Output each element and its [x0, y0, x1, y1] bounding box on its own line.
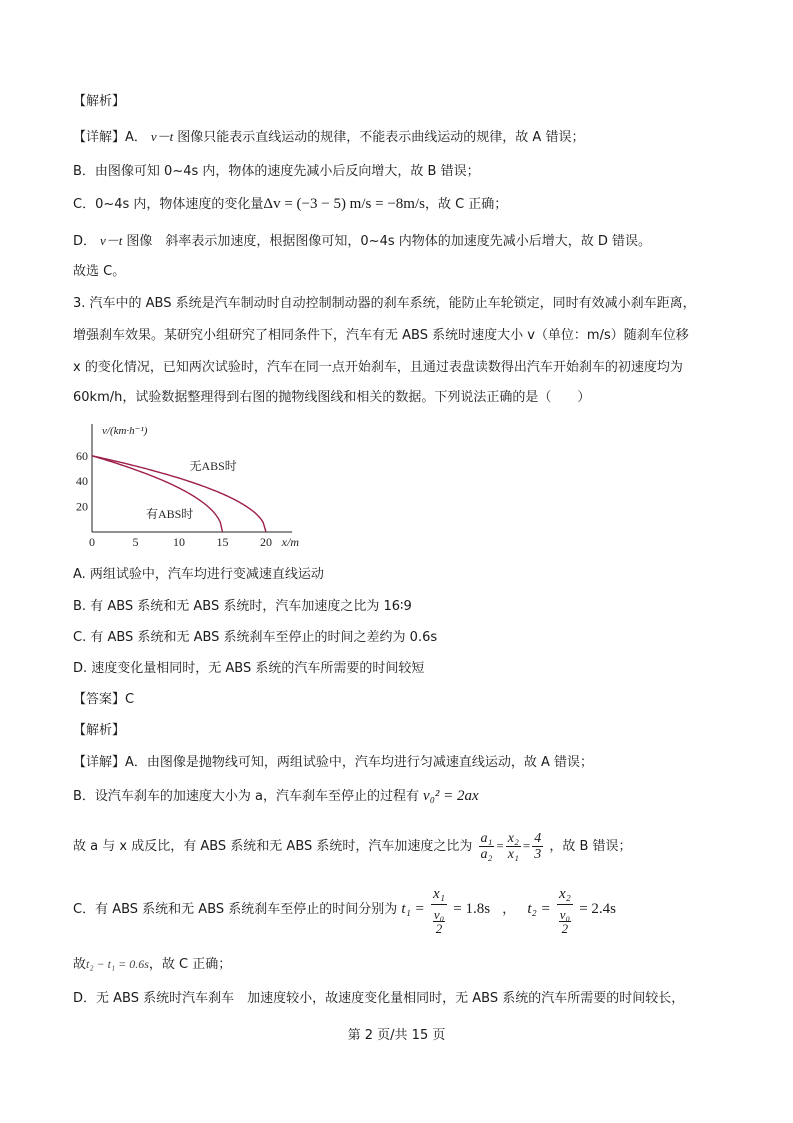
page-footer: 第 2 页/共 15 页 [347, 1028, 446, 1043]
detail-a-line [73, 128, 584, 147]
detail-d-line [73, 232, 651, 251]
frac-den: a₂ [480, 847, 493, 862]
answer-detail-c2 [73, 955, 231, 974]
detail-c-prefix: C．0~4s 内，物体速度的变化量 [73, 197, 264, 212]
detail-c-line [73, 195, 507, 214]
detail-tag: 【详解】A． [73, 130, 147, 145]
detail-d-prefix: D． [73, 234, 97, 249]
time-difference-formula: t₂ − t₁ = 0.6s [86, 957, 149, 971]
analysis-heading: 【解析】 [73, 94, 126, 109]
t2-num: x₂ [557, 884, 573, 905]
series-label-1: 有ABS时 [145, 507, 194, 522]
fraction-a1-a2 [479, 831, 495, 862]
choose-line: 故选 C。 [73, 264, 126, 279]
answer-detail-c [73, 884, 616, 935]
frac-num: a₁ [480, 831, 493, 846]
t1-den [431, 905, 447, 935]
answer-b2-suffix: ，故 B 错误； [549, 839, 632, 854]
two: 2 [435, 921, 443, 936]
t1-rhs: = 1.8s [453, 901, 491, 917]
comma: ， [502, 902, 516, 917]
frac-den: 3 [534, 847, 542, 862]
option-a: A. 两组试验中，汽车均进行变减速直线运动 [73, 567, 324, 582]
detail-c-suffix: ，故 C 正确； [424, 197, 508, 212]
answer-detail-d: D．无 ABS 系统时汽车刹车 加速度较小，故速度变化量相同时，无 ABS 系统的汽车所需要的时间较长， [73, 991, 685, 1006]
option-c: C. 有 ABS 系统和无 ABS 系统刹车至停止的时间之差约为 0.6s [73, 630, 438, 645]
frac-num: 4 [534, 831, 542, 846]
question-line-1: 3. 汽车中的 ABS 系统是汽车制动时自动控制制动器的刹车系统，能防止车轮锁定，同时有效减小刹车距离， [73, 296, 696, 311]
answer-b-prefix: B．设汽车刹车的加速度大小为 a，汽车刹车至停止的过程有 [73, 789, 420, 804]
x-tick-label: 20 [260, 535, 272, 549]
option-b: B. 有 ABS 系统和无 ABS 系统时，汽车加速度之比为 16∶9 [73, 599, 412, 614]
y-tick-label: 20 [76, 499, 88, 514]
answer-c2-suffix: ，故 C 正确； [148, 957, 232, 972]
answer-detail-a: 【详解】A．由图像是抛物线可知，两组试验中，汽车均进行匀减速直线运动，故 A 错误； [73, 755, 594, 770]
v0: v₀ [559, 907, 571, 922]
answer-line: 【答案】C [73, 692, 135, 707]
detail-b-line: B．由图像可知 0~4s 内，物体的速度先减小后反向增大，故 B 错误； [73, 164, 480, 179]
t2-lhs: t₂ = [527, 901, 551, 917]
v0: v₀ [433, 907, 445, 922]
x-axis-label: x/m [281, 535, 299, 549]
x-tick-label: 10 [173, 535, 185, 549]
answer-c-prefix: C．有 ABS 系统和无 ABS 系统刹车至停止的时间分别为 [73, 902, 398, 917]
frac-den: x₁ [507, 847, 519, 862]
question-line-3: x 的变化情况，已知两次试验时，汽车在同一点开始刹车，且通过表盘读数得出汽车开始刹车的初速度均为 [73, 360, 683, 375]
series-label-2: 无ABS时 [189, 458, 237, 473]
t2-rhs: = 2.4s [579, 901, 616, 917]
detail-a-text: 图像只能表示直线运动的规律，不能表示曲线运动的规律，故 A 错误； [177, 130, 585, 145]
answer-analysis-heading: 【解析】 [73, 723, 126, 738]
y-axis-label: v/(km·h⁻¹) [102, 425, 148, 437]
vt-symbol: v－t [100, 233, 123, 248]
question-line-2: 增强刹车效果。某研究小组研究了相同条件下，汽车有无 ABS 系统时速度大小 v（单位：m/s）随刹车位移 [73, 328, 689, 343]
velocity-displacement-chart [70, 418, 330, 554]
v0-squared-formula: v₀² = 2ax [423, 788, 479, 804]
t1-num: x₁ [431, 884, 447, 905]
fraction-x2-x1 [506, 831, 521, 862]
answer-b2-prefix: 故 a 与 x 成反比，有 ABS 系统和无 ABS 系统时，汽车加速度之比为 [73, 839, 473, 854]
x-tick-label: 15 [216, 535, 229, 549]
t1-lhs: t₁ = [401, 901, 425, 917]
answer-detail-b2: 故 a 与 x 成反比，有 ABS 系统和无 ABS 系统时，汽车加速度之比为 $\frac{\text{a₁}}{\text{a₂}}$ = $\frac{\text{x₂}}{\text{x₁}}$ = $\frac{4}{3}$ ，故 B 错误； [73, 831, 632, 862]
y-tick-label: 40 [76, 474, 88, 489]
two: 2 [561, 921, 569, 936]
question-line-4: 60km/h，试验数据整理得到右图的抛物线图线和相关的数据。下列说法正确的是（ ） [73, 390, 591, 405]
option-d: D. 速度变化量相同时，无 ABS 系统的汽车所需要的时间较短 [73, 661, 425, 676]
x-tick-label: 0 [89, 535, 95, 549]
answer-c2-prefix: 故 [73, 957, 87, 972]
x-tick-label: 5 [132, 535, 139, 549]
fraction-4-3 [532, 831, 543, 862]
vt-symbol: v－t [150, 129, 174, 144]
delta-v-formula: Δv = (−3 − 5) m/s = −8m/s [263, 196, 425, 212]
detail-d-text: 图像 斜率表示加速度，根据图像可知，0~4s 内物体的加速度先减小后增大，故 D 错误。 [126, 234, 652, 249]
t1-fraction [431, 884, 447, 935]
t2-fraction [557, 884, 573, 935]
frac-num: x₂ [507, 831, 519, 846]
answer-detail-b [73, 787, 479, 806]
y-tick-label: 60 [76, 448, 88, 463]
t2-den [557, 905, 573, 935]
